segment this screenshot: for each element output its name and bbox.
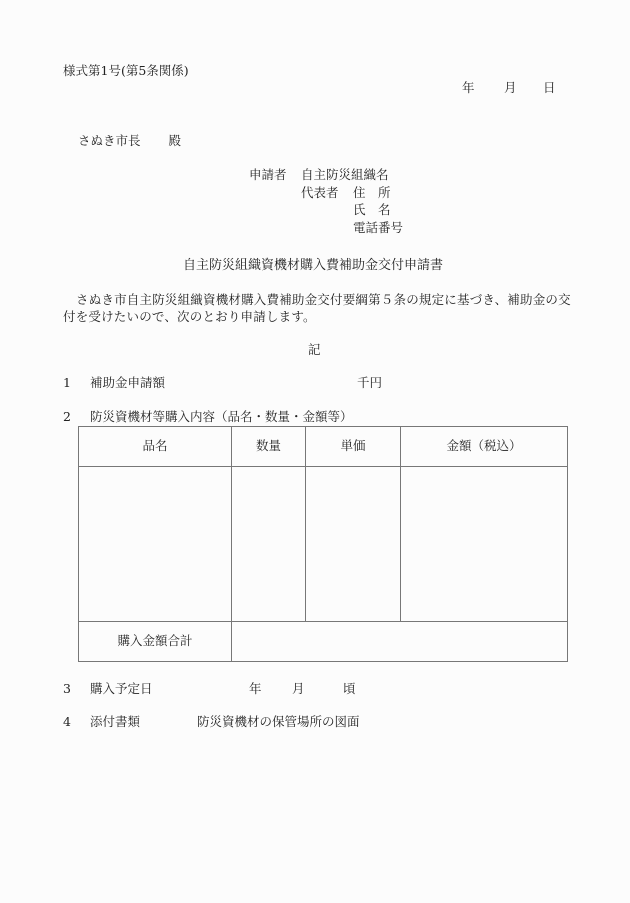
applicant-block [249, 169, 403, 239]
addressee-honorific: 殿 [168, 133, 182, 148]
date-line [462, 82, 556, 95]
form-number: 様式第1号(第5条関係) [63, 63, 189, 78]
item-label: 購入予定日 [90, 681, 153, 696]
purchase-year-label: 年 [249, 681, 262, 696]
header-item-name: 品名 [79, 427, 232, 467]
purchase-table [78, 426, 568, 662]
phone-row [249, 219, 404, 240]
applicant-row [249, 169, 403, 187]
table-header-row [79, 427, 568, 467]
date-year-label: 年 [462, 80, 475, 95]
body-text: さぬき市自主防災組織資機材購入費補助金交付要綱第５条の規定に基づき、補助金の交付を受けたいので、次のとおり申請します。 [63, 292, 571, 324]
table-total-row [79, 621, 568, 661]
date-month-label: 月 [504, 80, 517, 95]
document-title: 自主防災組織資機材購入費補助金交付申請書 [183, 258, 444, 273]
item-number: 2 [63, 409, 71, 424]
item-number: 1 [63, 375, 71, 390]
item-attachments [63, 714, 360, 729]
addressee [78, 135, 181, 148]
cell-amount[interactable] [401, 467, 568, 621]
item-number: 4 [63, 714, 71, 729]
header-unit-price: 単価 [306, 427, 401, 467]
item-purchase-date [63, 681, 356, 696]
representative-label: 代表者 [301, 184, 339, 200]
item-label: 添付書類 [90, 714, 141, 729]
date-day-label: 日 [543, 80, 556, 95]
item-subsidy-amount [63, 375, 383, 390]
address-label: 住 所 [353, 184, 391, 200]
purchase-approx-label: 頃 [343, 681, 356, 696]
item-number: 3 [63, 681, 71, 696]
ki-heading: 記 [308, 342, 321, 357]
applicant-label: 申請者 [249, 167, 287, 182]
name-label: 氏 名 [353, 202, 391, 217]
item-label: 防災資機材等購入内容（品名・数量・金額等） [90, 409, 353, 424]
item-label: 補助金申請額 [90, 375, 166, 390]
cell-item-name[interactable] [79, 467, 232, 621]
total-label: 購入金額合計 [79, 621, 232, 661]
amount-unit: 千円 [357, 375, 383, 390]
purchase-month-label: 月 [292, 681, 305, 696]
addressee-name: さぬき市長 [78, 133, 141, 148]
header-quantity: 数量 [232, 427, 306, 467]
phone-label: 電話番号 [353, 219, 404, 235]
table-row [79, 467, 568, 621]
cell-quantity[interactable] [232, 467, 306, 621]
total-value[interactable] [232, 621, 568, 661]
cell-unit-price[interactable] [306, 467, 401, 621]
header-amount: 金額（税込） [401, 427, 568, 467]
item-purchase-contents [63, 411, 353, 424]
name-row [249, 204, 403, 222]
attachment-value: 防災資機材の保管場所の図面 [197, 714, 360, 729]
org-name-label: 自主防災組織名 [301, 167, 389, 182]
